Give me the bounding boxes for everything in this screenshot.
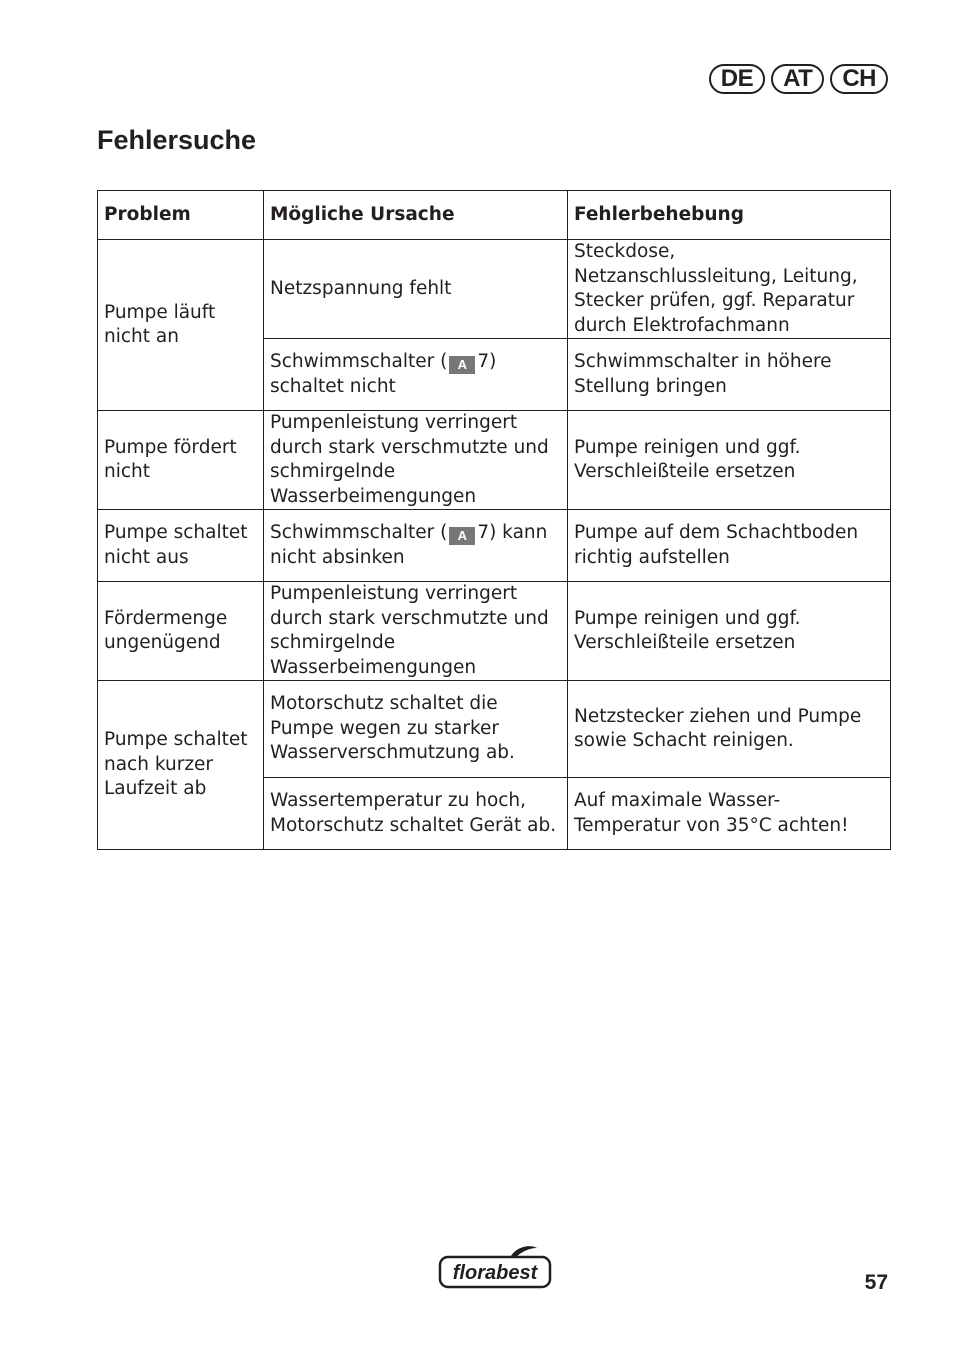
page-number: 57 bbox=[864, 1271, 888, 1294]
table-row bbox=[98, 411, 891, 510]
language-badge-at: AT bbox=[771, 64, 824, 94]
table-row bbox=[98, 681, 891, 778]
table-row bbox=[98, 510, 891, 582]
cause-text: Schwimmschalter ( bbox=[270, 351, 448, 372]
language-badges bbox=[709, 64, 888, 94]
cause-text: 7) schaltet nicht bbox=[270, 351, 497, 397]
fix-cell: Pumpe auf dem Schachtboden richtig aufstellen bbox=[568, 510, 891, 582]
problem-cell: Pumpe fördert nicht bbox=[98, 411, 264, 510]
cause-cell: Pumpenleistung verringert durch stark verschmutzte und schmirgelnde Wasserbeimengungen bbox=[264, 411, 568, 510]
fix-cell: Schwimmschalter in höhere Stellung bringen bbox=[568, 339, 891, 411]
page-title: Fehlersuche bbox=[97, 125, 257, 155]
cause-cell: Netzspannung fehlt bbox=[264, 240, 568, 339]
logo-text: florabest bbox=[452, 1262, 538, 1284]
column-header-cause: Mögliche Ursache bbox=[264, 191, 568, 240]
language-badge-ch: CH bbox=[830, 64, 888, 94]
cause-cell: Wassertemperatur zu hoch, Motorschutz schaltet Gerät ab. bbox=[264, 778, 568, 850]
language-badge-de: DE bbox=[709, 64, 765, 94]
cause-cell bbox=[264, 510, 568, 582]
problem-cell: Fördermenge ungenügend bbox=[98, 582, 264, 681]
fix-cell: Pumpe reinigen und ggf. Verschleißteile ersetzen bbox=[568, 411, 891, 510]
table-row bbox=[98, 240, 891, 339]
cause-cell bbox=[264, 339, 568, 411]
fix-cell: Steckdose, Netzanschlussleitung, Leitung, Stecker prüfen, ggf. Reparatur durch Elektrofachmann bbox=[568, 240, 891, 339]
column-header-fix: Fehlerbehebung bbox=[568, 191, 891, 240]
cause-cell: Pumpenleistung verringert durch stark verschmutzte und schmirgelnde Wasserbeimengungen bbox=[264, 582, 568, 681]
table-row bbox=[98, 582, 891, 681]
cause-text: Schwimmschalter ( bbox=[270, 522, 448, 543]
problem-cell: Pumpe läuft nicht an bbox=[98, 240, 264, 411]
fix-cell: Auf maximale Wasser-Temperatur von 35°C achten! bbox=[568, 778, 891, 850]
fix-cell: Netzstecker ziehen und Pumpe sowie Schacht reinigen. bbox=[568, 681, 891, 778]
table-header-row bbox=[98, 191, 891, 240]
figure-a-icon: A bbox=[449, 356, 475, 374]
florabest-logo bbox=[437, 1244, 553, 1290]
figure-a-icon: A bbox=[449, 527, 475, 545]
problem-cell: Pumpe schaltet nicht aus bbox=[98, 510, 264, 582]
problem-cell: Pumpe schaltet nach kurzer Laufzeit ab bbox=[98, 681, 264, 850]
column-header-problem: Problem bbox=[98, 191, 264, 240]
cause-cell: Motorschutz schaltet die Pumpe wegen zu starker Wasserverschmutzung ab. bbox=[264, 681, 568, 778]
fix-cell: Pumpe reinigen und ggf. Verschleißteile ersetzen bbox=[568, 582, 891, 681]
troubleshooting-table bbox=[97, 190, 891, 850]
cause-text: 7) kann nicht absinken bbox=[270, 522, 548, 568]
